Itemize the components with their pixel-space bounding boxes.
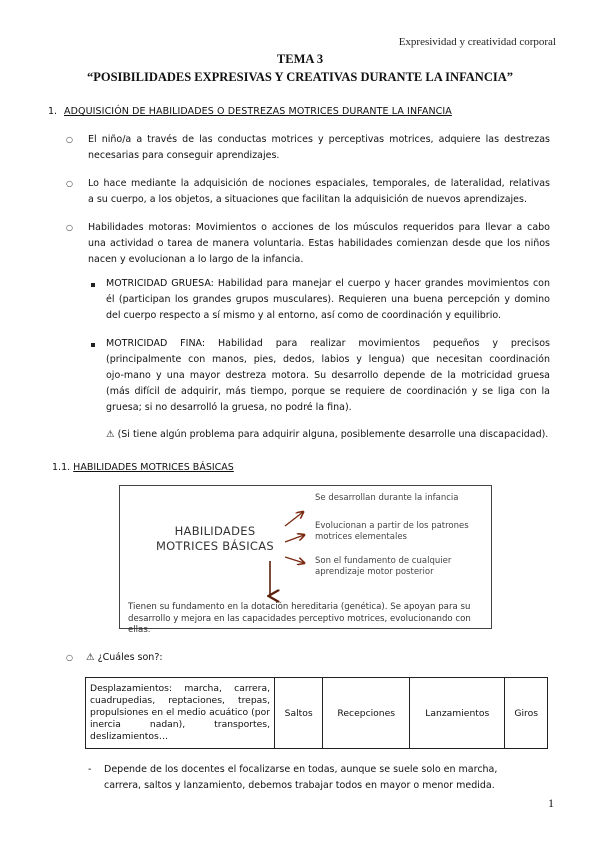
fina-label: MOTRICIDAD FINA: [106,338,206,349]
bullet-paragraph [88,176,550,208]
text-line: El niño/a a través de las conductas motrices y perceptivas motrices, adquiere las destrezas [88,134,550,145]
fina-text: Habilidad para realizar movimientos pequeños y precisos [218,338,551,349]
arrow-right [285,535,304,542]
diagram-point [315,556,451,578]
page-number: 1 [548,796,554,810]
gruesa-label: MOTRICIDAD GRUESA: [106,278,214,289]
text-line: Lo hace mediante la adquisición de nociones espaciales, temporales, de lateralidad, relativas [88,178,550,189]
warning-note [106,427,550,443]
text-line [106,336,550,352]
table-cell: Lanzamientos [410,678,505,749]
text-line: a su cuerpo, a los objetos, a situaciones que facilitan la adquisición de nuevos aprendizajes. [88,194,527,205]
document-header: Expresividad y creatividad corporal [398,36,556,48]
subsection-title-text: HABILIDADES MOTRICES BÁSICAS [73,462,234,473]
text-line: gruesa; si no desarrolló la gruesa, no podré la fina). [106,402,352,413]
text-line: él (participan los grandes grupos musculares). Requieren una buena percepción y domino [106,294,550,305]
text-line: ojo-mano y una mayor destreza motora. Su desarrollo depende de la motricidad gruesa [106,370,550,381]
skills-table [85,677,548,749]
text-line: necesarias para conseguir aprendizajes. [88,150,280,161]
table-cell: Recepciones [323,678,410,749]
bullet-paragraph [88,220,550,268]
page-title: “POSIBILIDADES EXPRESIVAS Y CREATIVAS DURANTE LA INFANCIA” [86,70,514,84]
text-line: (más difícil de adquirir, más tiempo, porque se requiere de coordinación y se liga con la [106,386,550,397]
diagram-bottom-line: desarrollo y mejora en las capacidades perceptivo motrices, evolucionando con ellas. [128,613,471,635]
circle-bullet-icon: ○ [66,179,73,188]
table-row [86,678,548,749]
circle-bullet-icon: ○ [66,223,73,232]
diagram-main-line: HABILIDADES [174,524,256,538]
text-line: del cuerpo respecto a sí mismo y al entorno, así como de coordinación y equilibrio. [106,310,502,321]
circle-bullet-icon: ○ [66,135,73,144]
diagram-bottom-text [128,602,488,637]
text-line: carrera, saltos y lanzamiento, debemos trabajar todos en mayor o menor medida. [104,780,495,791]
fina-paragraph [106,336,550,416]
bullet-paragraph [88,132,550,164]
diagram-point-line: Son el fundamento de cualquier [315,556,452,566]
gruesa-paragraph [106,276,550,324]
table-cell: Saltos [275,678,323,749]
dash-bullet: - [88,764,92,775]
text-line [106,276,550,292]
text-line: (principalmente con manos, pies, dedos, labios y lengua) que necesitan coordinación [106,354,550,365]
diagram-point: Se desarrollan durante la infancia [315,493,459,503]
arrow-down-right [285,557,304,563]
text-line: Habilidades motoras: Movimientos o acciones de los músculos requeridos para llevar a cabo [88,222,550,233]
square-bullet-icon [91,343,95,347]
diagram-point-line: motrices elementales [315,532,407,542]
subsection-title [52,462,234,473]
section-number: 1. [48,106,58,117]
warning-icon: ⚠ [86,652,95,663]
gruesa-text: Habilidad para manejar el cuerpo y hacer grandes movimientos con [217,278,550,289]
diagram-point [315,521,469,543]
diagram-point-line: Evolucionan a partir de los patrones [315,521,469,531]
diagram-main-line: MOTRICES BÁSICAS [155,539,275,553]
tema-heading: TEMA 3 [276,52,324,66]
text-line: Depende de los docentes el focalizarse en todas, aunque se suele solo en marcha, [104,764,498,775]
section-title: ADQUISICIÓN DE HABILIDADES O DESTREZAS MOTRICES DURANTE LA INFANCIA [64,106,452,117]
diagram-bottom-line: Tienen su fundamento en la dotación hereditaria (genética). Se apoyan para su [128,602,471,612]
warning-text: (Si tiene algún problema para adquirir alguna, posiblemente desarrolle una discapacidad). [117,429,549,440]
cuales-line [86,650,163,666]
cuales-text: ¿Cuáles son?: [97,652,163,663]
warning-icon: ⚠ [106,429,115,440]
text-line: una actividad o tarea de manera voluntaria. Estas habilidades comienzan desde que los niños [88,238,550,249]
note-paragraph [104,762,524,794]
table-cell: Desplazamientos: marcha, carrera, cuadrupedias, reptaciones, trepas, propulsiones en el medio acuático (por inercia nadan), transportes, deslizamientos… [86,678,275,749]
circle-bullet-icon: ○ [66,653,73,662]
subsection-number: 1.1. [52,462,71,473]
square-bullet-icon [91,283,95,287]
text-line: nacen y evolucionan a lo largo de la infancia. [88,254,304,265]
diagram-point-line: aprendizaje motor posterior [315,567,434,577]
table-cell: Giros [505,678,548,749]
arrow-up-right [285,512,303,526]
